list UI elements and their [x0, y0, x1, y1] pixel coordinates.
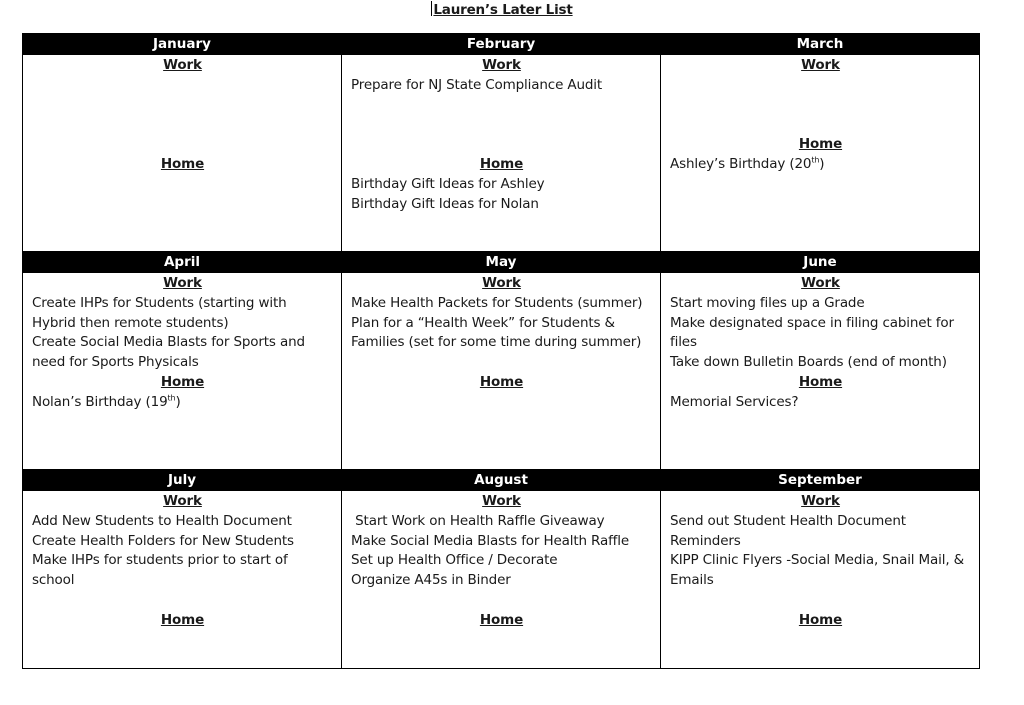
home-heading: Home: [798, 611, 843, 628]
task-item: Set up Health Office / Decorate: [351, 552, 558, 569]
month-cell-august[interactable]: [342, 491, 661, 669]
month-header-august: August: [342, 470, 661, 491]
task-item: Create Social Media Blasts for Sports and need for Sports Physicals: [32, 334, 305, 371]
task-item: Create Health Folders for New Students: [32, 532, 294, 549]
work-heading: Work: [801, 493, 840, 509]
month-header-january: January: [23, 34, 342, 55]
work-heading: Work: [801, 57, 840, 73]
month-cell-february[interactable]: [342, 55, 661, 252]
work-heading: Work: [482, 275, 521, 291]
task-item: Make Health Packets for Students (summer): [351, 294, 643, 311]
task-item: Birthday Gift Ideas for Nolan: [351, 195, 539, 212]
month-cell-march[interactable]: [661, 55, 980, 252]
home-heading: Home: [479, 611, 524, 628]
task-item: Create IHPs for Students (starting with Hybrid then remote students): [32, 294, 287, 331]
task-item: Make Social Media Blasts for Health Raffle: [351, 532, 630, 549]
monthly-plan-table: [22, 33, 980, 669]
home-heading: Home: [160, 155, 205, 172]
task-item: Ashley’s Birthday (20th): [670, 155, 825, 172]
task-item: Add New Students to Health Document: [32, 512, 292, 529]
month-cell-may[interactable]: [342, 273, 661, 470]
home-heading: Home: [798, 373, 843, 390]
task-item: Birthday Gift Ideas for Ashley: [351, 175, 545, 192]
work-heading: Work: [163, 57, 202, 73]
work-heading: Work: [482, 493, 521, 509]
month-cell-july[interactable]: [23, 491, 342, 669]
month-cell-september[interactable]: [661, 491, 980, 669]
month-cell-june[interactable]: [661, 273, 980, 470]
work-heading: Work: [163, 275, 202, 291]
home-heading: Home: [160, 373, 205, 390]
task-item: Start moving files up a Grade: [670, 294, 865, 311]
month-cell-april[interactable]: [23, 273, 342, 470]
work-heading: Work: [801, 275, 840, 291]
month-header-april: April: [23, 252, 342, 273]
task-item: Make IHPs for students prior to start of school: [32, 552, 288, 589]
task-item: Memorial Services?: [670, 393, 799, 410]
task-item: Take down Bulletin Boards (end of month): [670, 354, 947, 371]
document-title: Lauren’s Later List: [433, 2, 573, 18]
month-header-september: September: [661, 470, 980, 491]
month-header-june: June: [661, 252, 980, 273]
home-heading: Home: [479, 155, 524, 172]
home-heading: Home: [160, 611, 205, 628]
task-item: Send out Student Health Document Reminders: [670, 512, 906, 549]
home-heading: Home: [798, 136, 843, 153]
home-heading: Home: [479, 373, 524, 390]
task-item: Make designated space in filing cabinet for files: [670, 314, 954, 351]
work-heading: Work: [482, 57, 521, 73]
task-item: Nolan’s Birthday (19th): [32, 393, 181, 410]
month-header-may: May: [342, 252, 661, 273]
month-cell-january[interactable]: [23, 55, 342, 252]
task-item: Start Work on Health Raffle Giveaway: [351, 512, 605, 529]
task-item: KIPP Clinic Flyers -Social Media, Snail Mail, & Emails: [670, 552, 965, 589]
month-header-march: March: [661, 34, 980, 55]
month-header-july: July: [23, 470, 342, 491]
task-item: Organize A45s in Binder: [351, 572, 511, 589]
task-item: Plan for a “Health Week” for Students & Families (set for some time during summer): [351, 314, 642, 351]
work-heading: Work: [163, 493, 202, 509]
month-header-february: February: [342, 34, 661, 55]
task-item: Prepare for NJ State Compliance Audit: [351, 76, 603, 93]
